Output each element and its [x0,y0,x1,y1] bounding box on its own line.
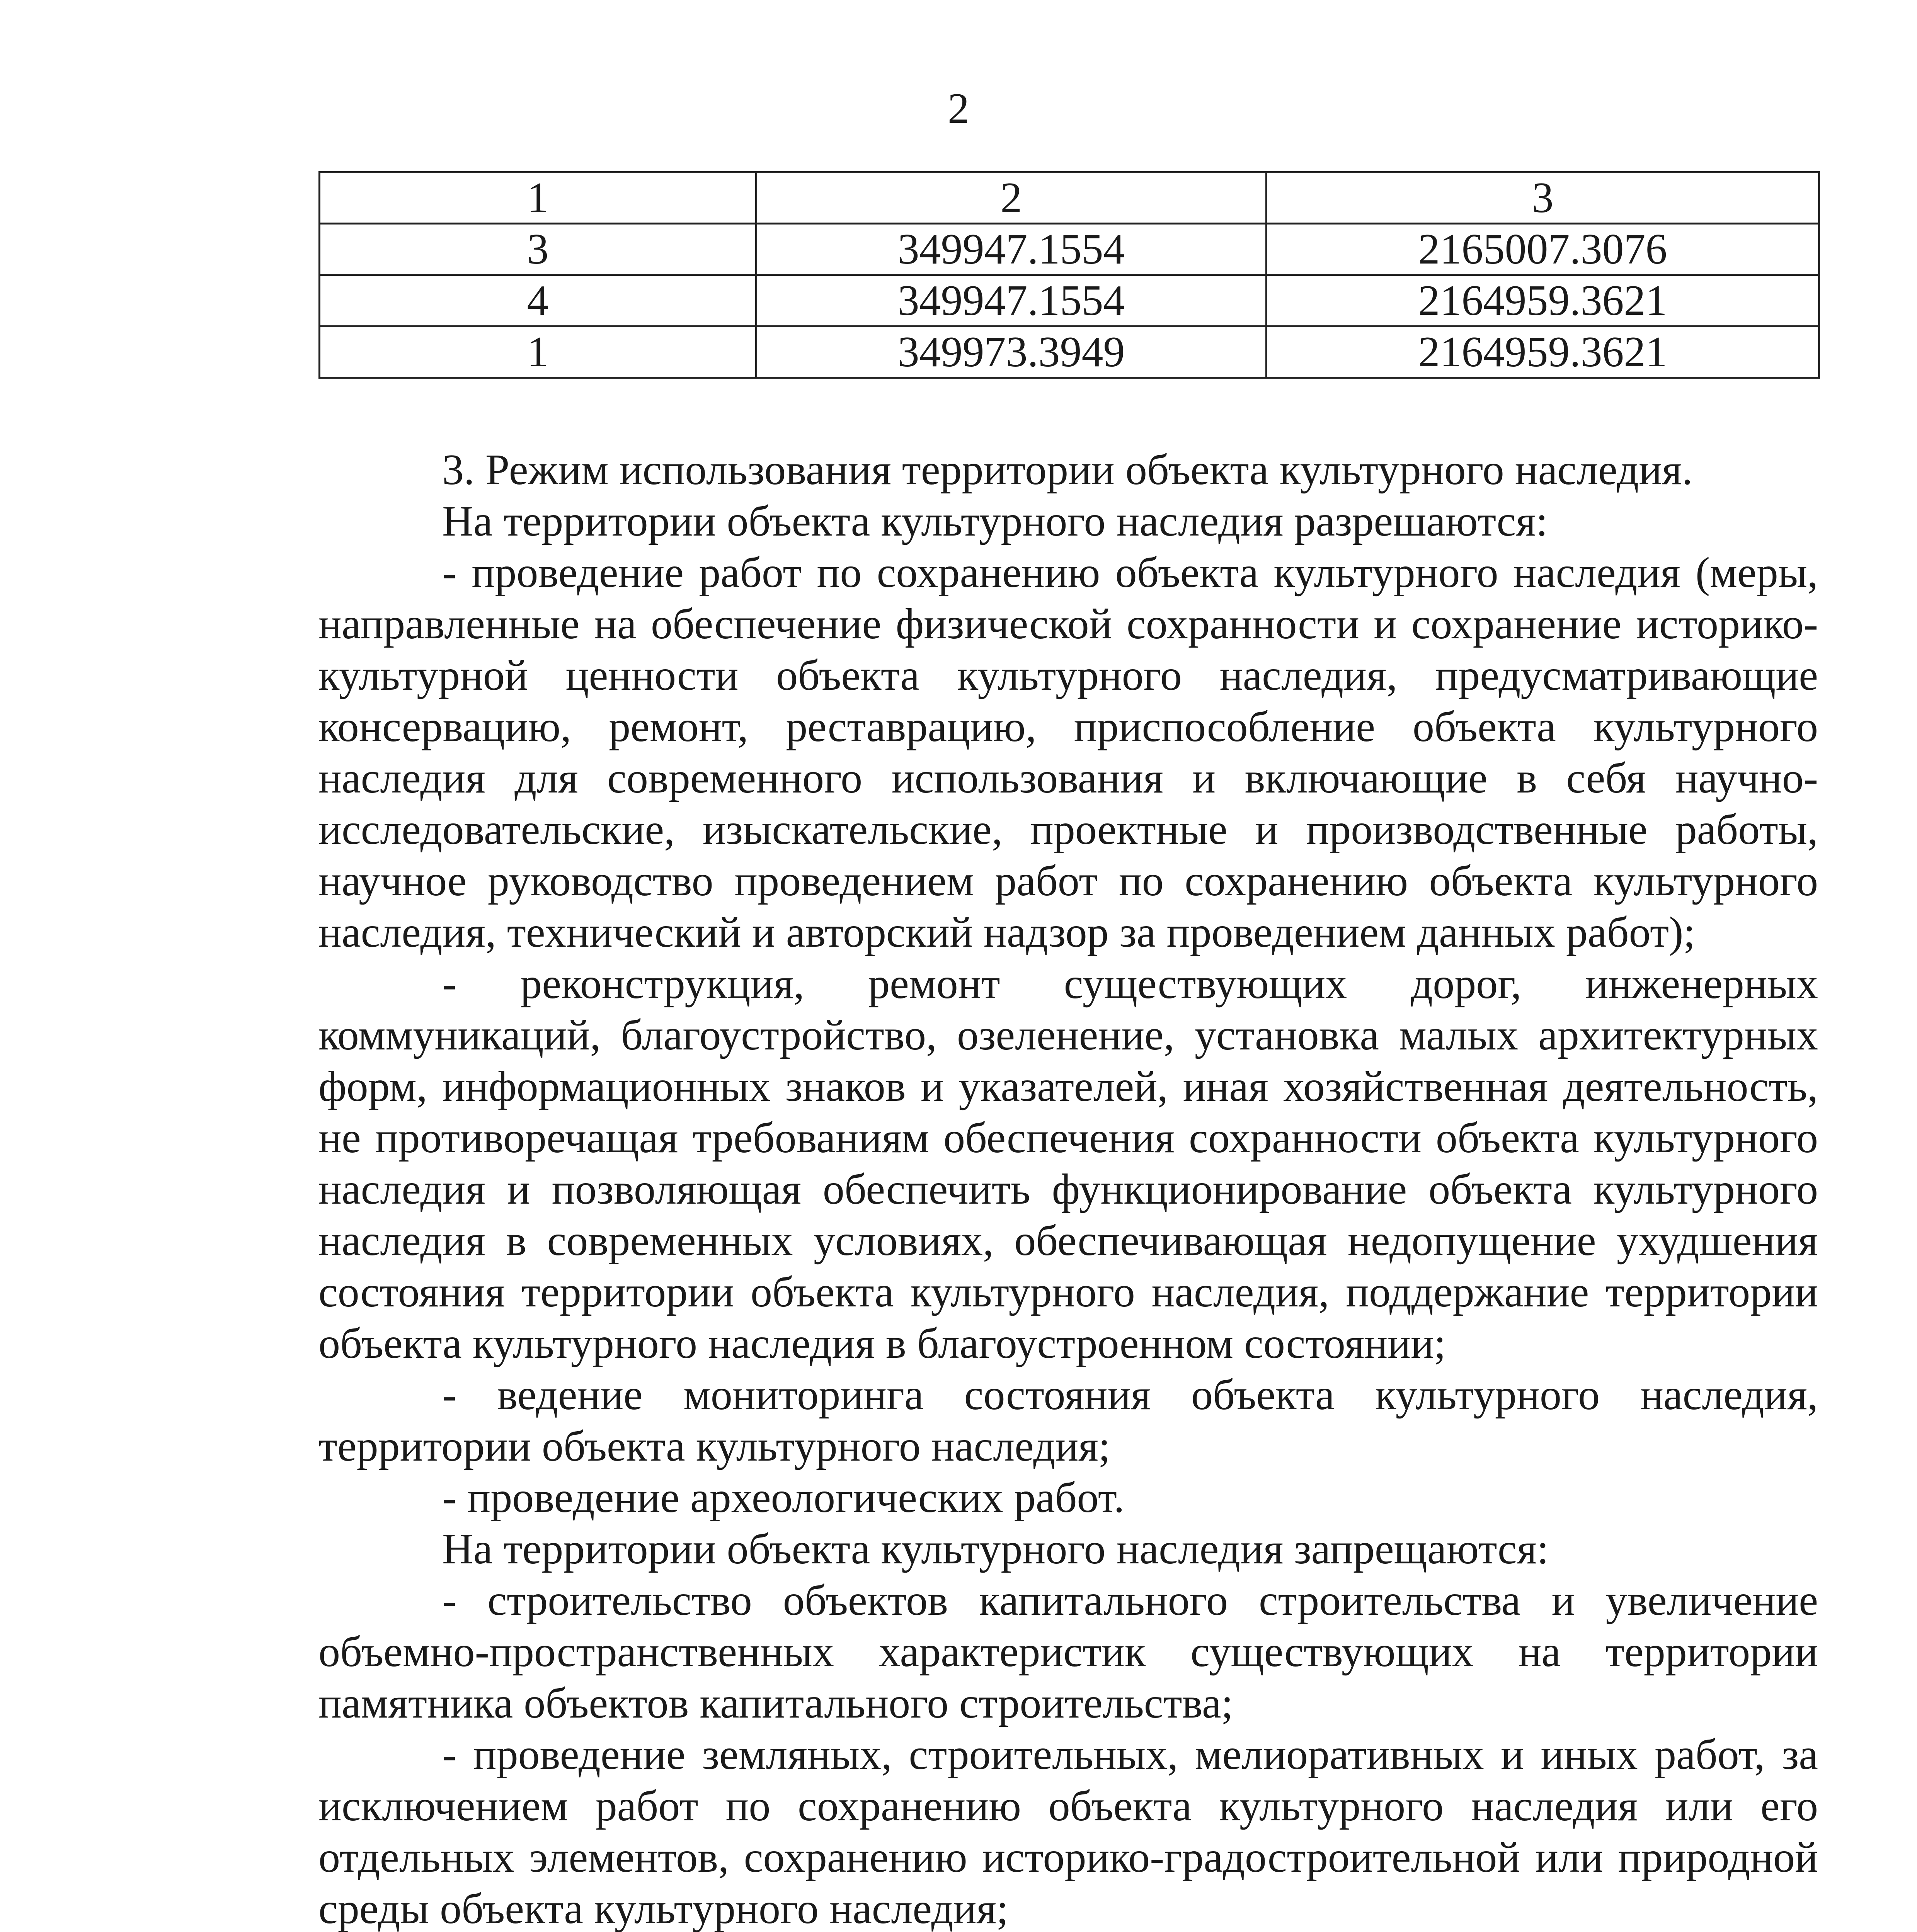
table-header-cell: 1 [320,172,756,224]
document-body [318,444,1818,1932]
point-number-cell: 4 [320,275,756,327]
point-number-cell: 3 [320,224,756,275]
table-header-row [320,172,1819,224]
permitted-item: - ведение мониторинга состояния объекта культурного наследия, территории объекта культурного наследия; [318,1371,1818,1470]
y-coordinate-cell: 2164959.3621 [1267,275,1819,327]
prohibited-item: - строительство объектов капитального строительства и увеличение объемно-пространственных характеристик существующих на территории памятника объектов капитального строительства; [318,1577,1818,1727]
permitted-intro: На территории объекта культурного наследия разрешаются: [442,497,1548,545]
table-row [320,224,1819,275]
prohibited-item: - проведение земляных, строительных, мелиоративных и иных работ, за исключением работ по сохранению объекта культурного наследия или его отдельных элементов, сохранению историко-градостроительной или природной среды объекта культурного наследия; [318,1731,1818,1932]
permitted-item: - проведение археологических работ. [442,1474,1125,1522]
y-coordinate-cell: 2165007.3076 [1267,224,1819,275]
point-number-cell: 1 [320,327,756,378]
x-coordinate-cell: 349947.1554 [756,224,1267,275]
permitted-item: - проведение работ по сохранению объекта культурного наследия (меры, направленные на обеспечение физической сохранности и сохранение историко-культурной ценности объекта культурного наследия, предусматривающие консервацию, ремонт, реставрацию, приспособление объекта культурного наследия для современного использования и включающие в себя научно-исследовательские, изыскательские, проектные и производственные работы, научное руководство проведением работ по сохранению объекта культурного наследия, технический и авторский надзор за проведением данных работ); [318,549,1818,956]
page-number: 2 [948,85,969,133]
prohibited-intro: На территории объекта культурного наследия запрещаются: [442,1525,1549,1573]
x-coordinate-cell: 349973.3949 [756,327,1267,378]
table-row [320,275,1819,327]
x-coordinate-cell: 349947.1554 [756,275,1267,327]
table-header-cell: 3 [1267,172,1819,224]
permitted-item: - реконструкция, ремонт существующих дорог, инженерных коммуникаций, благоустройство, озеленение, установка малых архитектурных форм, информационных знаков и указателей, иная хозяйственная деятельность, не противоречащая требованиям обеспечения сохранности объекта культурного наследия и позволяющая обеспечить функционирование объекта культурного наследия в современных условиях, обеспечивающая недопущение ухудшения состояния территории объекта культурного наследия, поддержание территории объекта культурного наследия в благоустроенном состоянии; [318,960,1818,1367]
table-row [320,327,1819,378]
section-heading: 3. Режим использования территории объекта культурного наследия. [442,446,1693,494]
coordinates-table [318,171,1820,379]
table-header-cell: 2 [756,172,1267,224]
y-coordinate-cell: 2164959.3621 [1267,327,1819,378]
